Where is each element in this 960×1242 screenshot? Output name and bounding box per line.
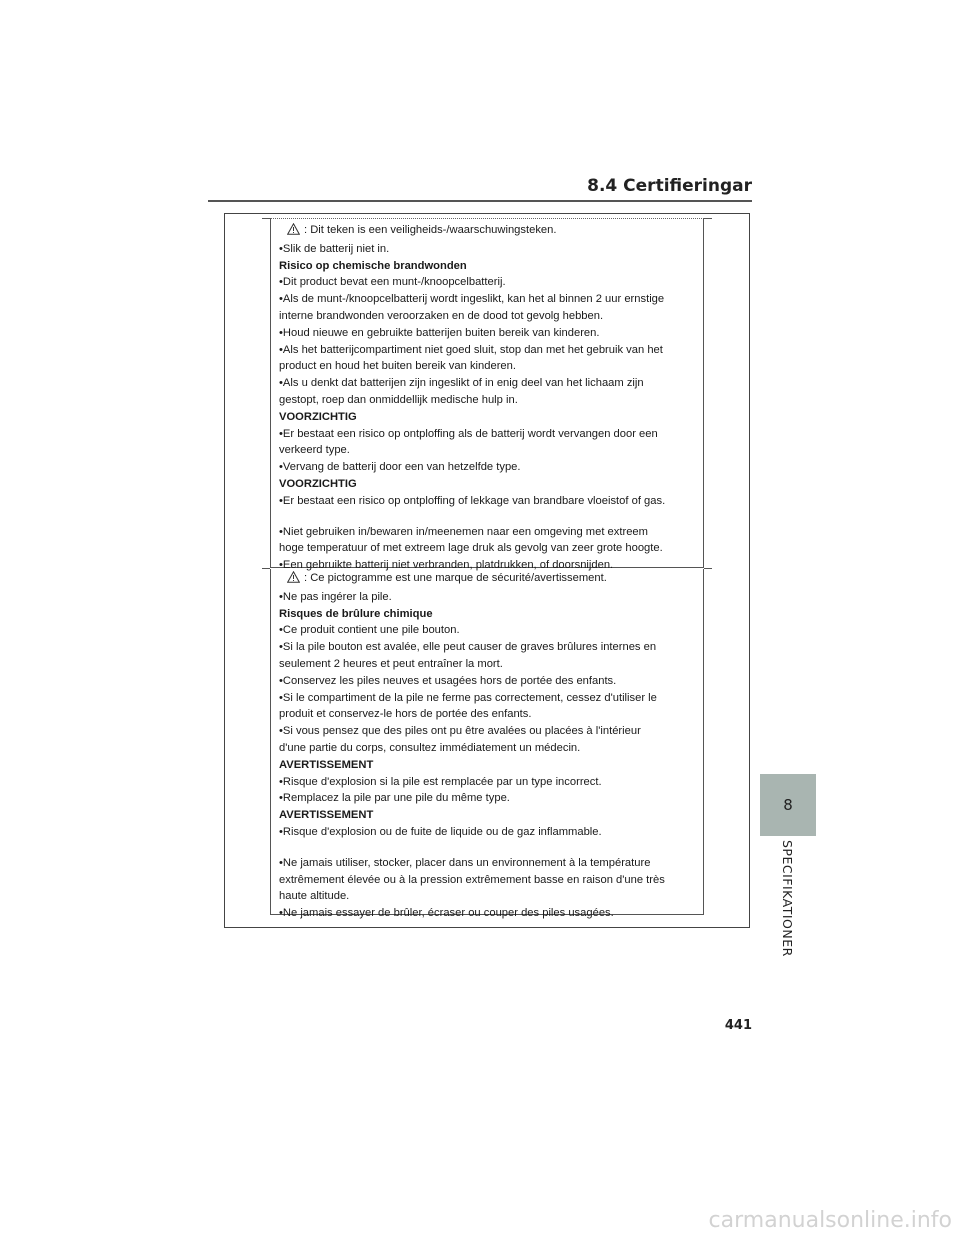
warning-heading: AVERTISSEMENT	[279, 758, 374, 771]
warning-triangle-icon	[287, 571, 300, 589]
warning-triangle-icon	[287, 223, 300, 241]
warning-line: •Vervang de batterij door een van hetzelfde type.	[279, 461, 521, 474]
warning-line: •Niet gebruiken in/bewaren in/meenemen naar een omgeving met extreem	[279, 525, 648, 538]
warning-heading: Risques de brûlure chimique	[279, 607, 433, 620]
chapter-label: SPECIFIKATIONER	[780, 840, 795, 957]
warning-heading: VOORZICHTIG	[279, 477, 357, 490]
warning-line: •Conservez les piles neuves et usagées hors de portée des enfants.	[279, 674, 617, 687]
warning-line: hoge temperatuur of met extreem lage druk als gevolg van zeer grote hoogte.	[279, 542, 663, 555]
warning-line: •Slik de batterij niet in.	[279, 242, 390, 255]
chapter-number: 8	[783, 796, 793, 814]
warning-line: •Risque d'explosion ou de fuite de liquide ou de gaz inflammable.	[279, 825, 602, 838]
warning-heading: VOORZICHTIG	[279, 410, 357, 423]
warning-line: •Houd nieuwe en gebruikte batterijen buiten bereik van kinderen.	[279, 326, 600, 339]
warning-line: •Si le compartiment de la pile ne ferme pas correctement, cessez d'utiliser le	[279, 691, 657, 704]
corner-tick	[704, 218, 712, 219]
warning-line: extrêmement élevée ou à la pression extrêmement basse en raison d'une très	[279, 873, 665, 886]
warning-line: •Dit product bevat een munt-/knoopcelbatterij.	[279, 276, 506, 289]
french-warning-text	[279, 570, 709, 922]
page-number: 441	[724, 1018, 752, 1033]
warning-line-text: : Dit teken is een veiligheids-/waarschuwingsteken.	[304, 224, 557, 236]
warning-line: d'une partie du corps, consultez immédiatement un médecin.	[279, 741, 581, 754]
warning-line: •Si la pile bouton est avalée, elle peut causer de graves brûlures internes en	[279, 641, 657, 654]
header-rule	[208, 200, 752, 202]
warning-line: verkeerd type.	[279, 444, 350, 457]
corner-tick	[262, 568, 270, 569]
section-title: 8.4 Certifieringar	[587, 176, 752, 196]
warning-line: •Ce produit contient une pile bouton.	[279, 624, 460, 637]
warning-line-text: : Ce pictogramme est une marque de sécurité/avertissement.	[304, 572, 607, 584]
warning-line: product en houd het buiten bereik van kinderen.	[279, 360, 516, 373]
warning-heading: Risico op chemische brandwonden	[279, 259, 467, 272]
warning-line: •Als u denkt dat batterijen zijn ingeslikt of in enig deel van het lichaam zijn	[279, 377, 644, 390]
warning-line: interne brandwonden veroorzaken en de dood tot gevolg hebben.	[279, 309, 604, 322]
paragraph-gap	[279, 510, 709, 524]
warning-line: •Ne pas ingérer la pile.	[279, 590, 392, 603]
dutch-warning-text	[279, 222, 709, 574]
warning-line: •Risque d'explosion si la pile est remplacée par un type incorrect.	[279, 775, 602, 788]
paragraph-gap	[279, 841, 709, 855]
warning-line: •Si vous pensez que des piles ont pu être avalées ou placées à l'intérieur	[279, 725, 641, 738]
watermark: carmanualsonline.info	[708, 1208, 952, 1233]
warning-line: seulement 2 heures et peut entraîner la mort.	[279, 657, 503, 670]
warning-line: •Ne jamais essayer de brûler, écraser ou couper des piles usagées.	[279, 907, 614, 920]
warning-line: haute altitude.	[279, 890, 350, 903]
warning-line: •Er bestaat een risico op ontploffing als de batterij wordt vervangen door een	[279, 427, 658, 440]
warning-line	[279, 222, 709, 241]
warning-line: •Als de munt-/knoopcelbatterij wordt ingeslikt, kan het al binnen 2 uur ernstige	[279, 293, 665, 306]
warning-line: •Remplacez la pile par une pile du même type.	[279, 792, 510, 805]
corner-tick	[262, 218, 270, 219]
warning-line: •Er bestaat een risico op ontploffing of lekkage van brandbare vloeistof of gas.	[279, 494, 666, 507]
warning-line	[279, 570, 709, 589]
warning-line: gestopt, roep dan onmiddellijk medische hulp in.	[279, 393, 518, 406]
warning-line: •Ne jamais utiliser, stocker, placer dans un environnement à la température	[279, 856, 651, 869]
warning-line: •Een gebruikte batterij niet verbranden, platdrukken, of doorsnijden.	[279, 559, 614, 572]
warning-line: •Als het batterijcompartiment niet goed sluit, stop dan met het gebruik van het	[279, 343, 663, 356]
warning-heading: AVERTISSEMENT	[279, 809, 374, 822]
warning-line: produit et conservez-le hors de portée des enfants.	[279, 708, 532, 721]
